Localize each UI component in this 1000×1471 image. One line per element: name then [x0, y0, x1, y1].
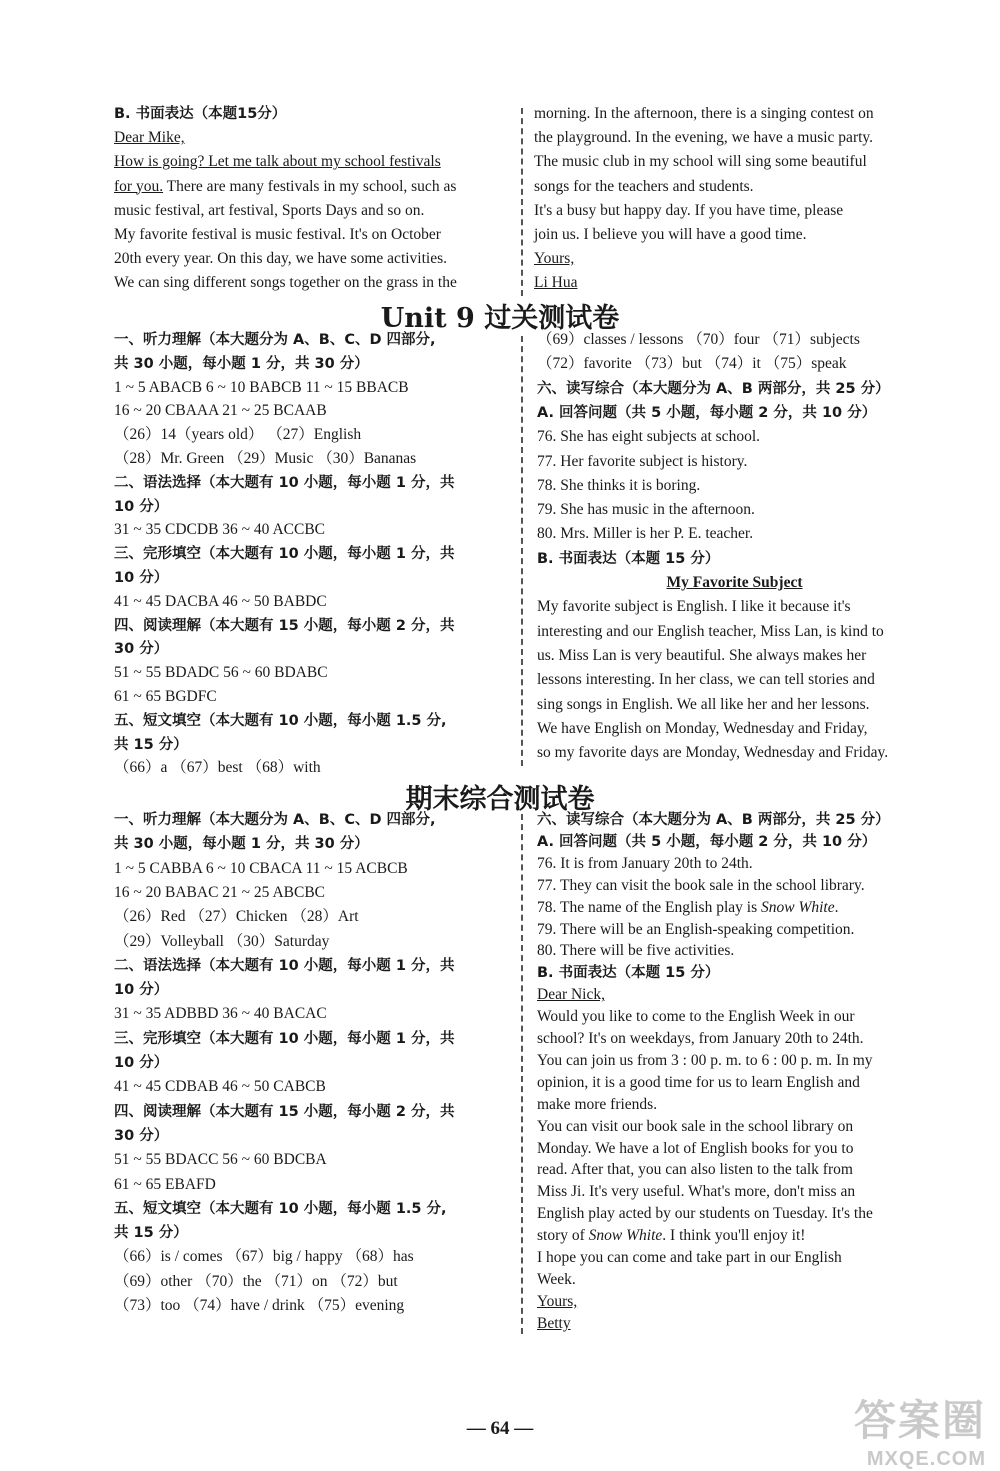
section-heading: 二、语法选择（本大题有 10 小题，每小题 1 分，共 [114, 957, 455, 974]
text-line: 61 ~ 65 BGDFC [114, 688, 217, 705]
section-heading: A. 回答问题（共 5 小题，每小题 2 分，共 10 分） [537, 833, 877, 850]
text-line: We have English on Monday, Wednesday and Friday, [537, 719, 868, 737]
text-line: （73）too （74）have / drink （75）evening [114, 1297, 405, 1314]
text-line: Monday. We have a lot of English books for you to [537, 1139, 854, 1157]
text-line: 1 ~ 5 ABACB 6 ~ 10 BABCB 11 ~ 15 BBACB [114, 378, 409, 396]
text-line: join us. I believe you will have a good time. [534, 226, 807, 243]
column-divider [521, 814, 523, 1334]
text-line: English play acted by our students on Tuesday. It's the [537, 1205, 873, 1223]
text-line: My favorite subject is English. I like it because it's [537, 598, 851, 616]
section-heading: 四、阅读理解（本大题有 15 小题，每小题 2 分，共 [114, 617, 455, 634]
text: story of [537, 1227, 589, 1245]
section-heading: 四、阅读理解（本大题有 15 小题，每小题 2 分，共 [114, 1103, 455, 1120]
section-heading: 三、完形填空（本大题有 10 小题，每小题 1 分，共 [114, 1030, 455, 1047]
underlined-line: Dear Mike, [114, 129, 185, 147]
underlined-text: for you. [114, 177, 164, 195]
text-line: 80. There will be five activities. [537, 942, 735, 960]
text-line: 76. She has eight subjects at school. [537, 428, 760, 446]
section-heading: 二、语法选择（本大题有 10 小题，每小题 1 分，共 [114, 474, 455, 491]
text-line: songs for the teachers and students. [534, 177, 754, 195]
underlined-line: How is going? Let me talk about my school festivals [114, 153, 441, 171]
text-line: 31 ~ 35 CDCDB 36 ~ 40 ACCBC [114, 521, 325, 539]
section-heading: B. 书面表达（本题 15 分） [537, 550, 720, 567]
text-line: so my favorite days are Monday, Wednesday and Friday. [537, 744, 889, 762]
underlined-line: Li Hua [534, 274, 578, 292]
text-line: 77. Her favorite subject is history. [537, 452, 748, 470]
section-heading: B. 书面表达（本题15分） [114, 106, 287, 122]
section-heading: 10 分） [114, 1055, 169, 1071]
text-line: 79. There will be an English-speaking competition. [537, 920, 855, 938]
section-heading: 共 15 分） [114, 1225, 188, 1242]
section-heading: 一、听力理解（本大题分为 A、B、C、D 四部分, [114, 332, 436, 348]
text-line [537, 898, 839, 918]
text-line [537, 1226, 805, 1246]
text-line: 76. It is from January 20th to 24th. [537, 854, 753, 872]
text-line: 1 ~ 5 CABBA 6 ~ 10 CBACA 11 ~ 15 ACBCB [114, 859, 408, 877]
underlined-line: Dear Nick, [537, 986, 605, 1004]
section-heading: 五、短文填空（本大题有 10 小题，每小题 1.5 分, [114, 1200, 447, 1217]
text: There are many festivals in my school, such as [163, 177, 457, 195]
underlined-line: Betty [537, 1314, 571, 1332]
section-heading: 五、短文填空（本大题有 10 小题，每小题 1.5 分, [114, 712, 447, 729]
text-line: 20th every year. On this day, we have some activities. [114, 250, 448, 268]
text-line: sing songs in English. We all like her and her lessons. [537, 695, 870, 713]
text-line: interesting and our English teacher, Miss Lan, is kind to [537, 622, 884, 640]
underlined-line: Yours, [537, 1292, 578, 1310]
column-divider [521, 336, 523, 766]
section-heading: 共 30 小题，每小题 1 分，共 30 分） [114, 836, 369, 853]
text-line: （28）Mr. Green （29）Music （30）Bananas [114, 450, 417, 467]
text-line: 16 ~ 20 CBAAA 21 ~ 25 BCAAB [114, 402, 327, 420]
text-line: 16 ~ 20 BABAC 21 ~ 25 ABCBC [114, 883, 325, 901]
essay-title: My Favorite Subject [666, 574, 803, 591]
text-line: （26）14（years old） （27）English [114, 426, 362, 444]
section-heading: B. 书面表达（本题 15 分） [537, 965, 720, 982]
text-line: You can join us from 3 : 00 p. m. to 6 : 00 p. m. In my [537, 1051, 873, 1069]
text-line: 41 ~ 45 CDBAB 46 ~ 50 CABCB [114, 1078, 326, 1096]
text-line: lessons interesting. In her class, we can tell stories and [537, 671, 875, 689]
underlined-line: Yours, [534, 250, 575, 268]
watermark-sub: MXQE.COM [866, 1448, 986, 1470]
text-line: （66）is / comes （67）big / happy （68）has [114, 1248, 414, 1266]
section-heading: 30 分） [114, 641, 169, 658]
text: . [834, 898, 839, 916]
section-heading: 六、读写综合（本大题分为 A、B 两部分，共 25 分） [537, 812, 890, 828]
text-line: the playground. In the evening, we have a music party. [534, 129, 874, 147]
text-line: Would you like to come to the English Week in our [537, 1008, 855, 1026]
text-line: （26）Red （27）Chicken （28）Art [114, 908, 359, 926]
section-heading: 10 分） [114, 570, 169, 586]
section-heading: 六、读写综合（本大题分为 A、B 两部分，共 25 分） [537, 380, 890, 397]
text-line: 61 ~ 65 EBAFD [114, 1175, 216, 1193]
text-line: Week. [537, 1270, 576, 1288]
text-line: The music club in my school will sing some beautiful [534, 153, 867, 171]
page-number: — 64 — [466, 1418, 534, 1439]
text: . I think you'll enjoy it! [662, 1227, 806, 1245]
unit9-title: Unit 9 过关测试卷 [380, 303, 620, 334]
text-line: 51 ~ 55 BDADC 56 ~ 60 BDABC [114, 664, 328, 682]
italic-title: Snow White [588, 1227, 663, 1245]
watermark-main: 答案圈 [853, 1397, 986, 1444]
text-line: school? It's on weekdays, from January 20th to 24th. [537, 1030, 864, 1047]
text-line: （69）other （70）the （71）on （72）but [114, 1272, 398, 1290]
italic-title: Snow White [761, 898, 835, 916]
text-line: read. After that, you can also listen to the talk from [537, 1161, 853, 1179]
text-line: make more friends. [537, 1095, 658, 1113]
text-line: I hope you can come and take part in our English [537, 1249, 842, 1266]
text-line: 77. They can visit the book sale in the school library. [537, 876, 865, 894]
text-line: 80. Mrs. Miller is her P. E. teacher. [537, 525, 754, 543]
section-heading: 共 15 分） [114, 736, 188, 753]
section-heading: 三、完形填空（本大题有 10 小题，每小题 1 分，共 [114, 546, 455, 563]
text-line: We can sing different songs together on the grass in the [114, 274, 457, 292]
text-line: It's a busy but happy day. If you have time, please [534, 201, 844, 219]
text-line: （29）Volleyball （30）Saturday [114, 932, 330, 950]
text-line: You can visit our book sale in the school library on [537, 1117, 854, 1135]
text-line [114, 177, 456, 197]
text-line: （66）a （67）best （68）with [114, 759, 321, 777]
column-divider [521, 108, 523, 296]
final-exam-title: 期末综合测试卷 [405, 784, 595, 815]
section-heading: 一、听力理解（本大题分为 A、B、C、D 四部分, [114, 812, 436, 828]
section-heading: 10 分） [114, 498, 169, 515]
text-line: My favorite festival is music festival. It's on October [114, 226, 441, 243]
text-line: 78. She thinks it is boring. [537, 476, 701, 494]
text-line: opinion, it is a good time for us to learn English and [537, 1073, 860, 1091]
text-line: （72）favorite （73）but （74）it （75）speak [537, 355, 847, 373]
text-line: （69）classes / lessons （70）four （71）subjects [537, 331, 860, 348]
section-heading: 共 30 小题，每小题 1 分，共 30 分） [114, 355, 369, 372]
section-heading: 10 分） [114, 982, 169, 999]
text-line: us. Miss Lan is very beautiful. She always makes her [537, 646, 867, 664]
text-line: Miss Ji. It's very useful. What's more, don't miss an [537, 1183, 856, 1201]
text-line: 31 ~ 35 ADBBD 36 ~ 40 BACAC [114, 1005, 327, 1023]
text: 78. The name of the English play is [537, 898, 761, 916]
text-line: 51 ~ 55 BDACC 56 ~ 60 BDCBA [114, 1151, 327, 1169]
text-line: 79. She has music in the afternoon. [537, 501, 755, 519]
watermark [854, 1388, 986, 1471]
text-line: 41 ~ 45 DACBA 46 ~ 50 BABDC [114, 592, 327, 610]
section-heading: A. 回答问题（共 5 小题，每小题 2 分，共 10 分） [537, 404, 877, 421]
text-line: morning. In the afternoon, there is a singing contest on [534, 105, 874, 122]
section-heading: 30 分） [114, 1127, 169, 1144]
text-line: music festival, art festival, Sports Days and so on. [114, 201, 425, 219]
